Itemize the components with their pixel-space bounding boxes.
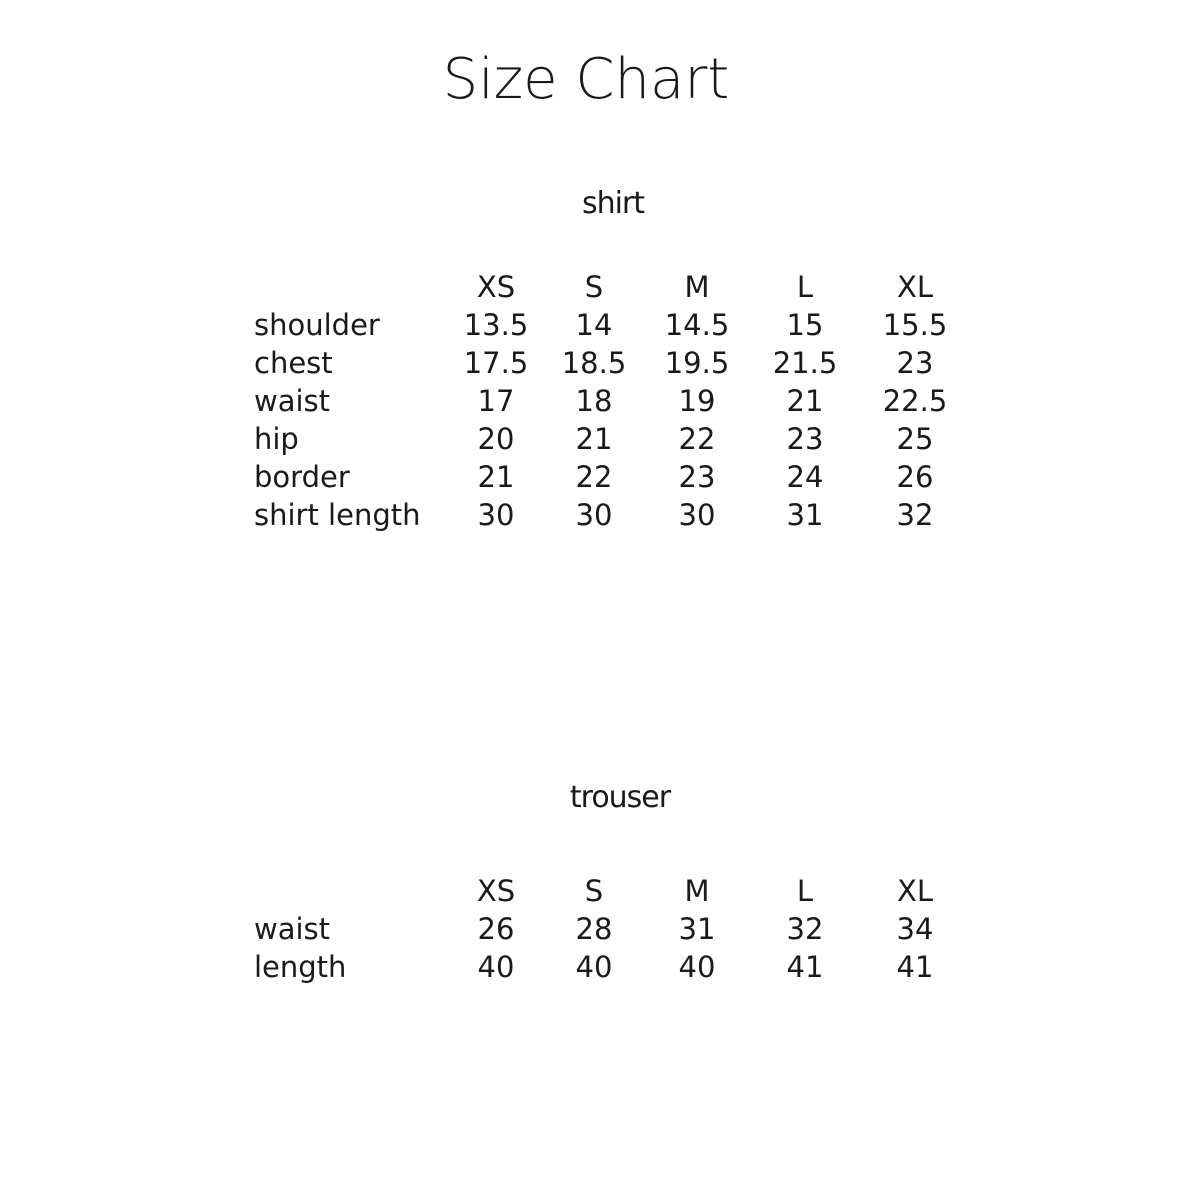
table-cell: 14 — [575, 308, 613, 342]
shirt-size-xs: XS — [476, 270, 516, 304]
trouser-size-table — [254, 872, 978, 986]
row-label: waist — [254, 384, 331, 418]
table-cell: 23 — [896, 346, 934, 380]
trouser-section-title: trouser — [569, 780, 671, 815]
table-cell: 22.5 — [882, 384, 948, 418]
table-row — [254, 382, 978, 420]
table-cell: 40 — [575, 950, 613, 984]
table-cell: 25 — [896, 422, 934, 456]
row-label: shirt length — [254, 498, 421, 532]
table-cell: 13.5 — [463, 308, 529, 342]
table-cell: 19.5 — [664, 346, 730, 380]
table-row — [254, 910, 978, 948]
trouser-size-header-row — [254, 872, 978, 910]
table-row — [254, 496, 978, 534]
trouser-size-xs: XS — [476, 874, 516, 908]
table-cell: 32 — [896, 498, 934, 532]
table-cell: 28 — [575, 912, 613, 946]
table-cell: 40 — [477, 950, 515, 984]
table-cell: 41 — [786, 950, 824, 984]
table-cell: 21 — [786, 384, 824, 418]
table-row — [254, 420, 978, 458]
table-cell: 17 — [477, 384, 515, 418]
table-cell: 24 — [786, 460, 824, 494]
page-title: Size Chart — [442, 47, 730, 112]
table-cell: 21.5 — [772, 346, 838, 380]
table-cell: 21 — [477, 460, 515, 494]
row-label: hip — [254, 422, 299, 456]
table-row — [254, 344, 978, 382]
table-row — [254, 948, 978, 986]
table-cell: 23 — [786, 422, 824, 456]
table-cell: 22 — [678, 422, 716, 456]
table-cell: 26 — [896, 460, 934, 494]
shirt-size-table — [254, 268, 978, 534]
table-cell: 18.5 — [561, 346, 627, 380]
table-cell: 18 — [575, 384, 613, 418]
table-cell: 31 — [678, 912, 716, 946]
table-cell: 32 — [786, 912, 824, 946]
shirt-size-xl: XL — [896, 270, 934, 304]
row-label: border — [254, 460, 350, 494]
table-cell: 31 — [786, 498, 824, 532]
trouser-size-l: L — [796, 874, 814, 908]
table-cell: 30 — [575, 498, 613, 532]
shirt-header-blank — [254, 268, 440, 306]
trouser-size-s: S — [584, 874, 604, 908]
shirt-size-s: S — [584, 270, 604, 304]
table-cell: 14.5 — [664, 308, 730, 342]
row-label: waist — [254, 912, 331, 946]
table-cell: 40 — [678, 950, 716, 984]
table-cell: 34 — [896, 912, 934, 946]
table-row — [254, 306, 978, 344]
row-label: shoulder — [254, 308, 380, 342]
shirt-size-l: L — [796, 270, 814, 304]
table-cell: 15 — [786, 308, 824, 342]
table-cell: 22 — [575, 460, 613, 494]
trouser-size-m: M — [684, 874, 710, 908]
table-row — [254, 458, 978, 496]
shirt-size-header-row — [254, 268, 978, 306]
table-cell: 23 — [678, 460, 716, 494]
table-cell: 20 — [477, 422, 515, 456]
table-cell: 19 — [678, 384, 716, 418]
table-cell: 21 — [575, 422, 613, 456]
shirt-size-m: M — [684, 270, 710, 304]
table-cell: 17.5 — [463, 346, 529, 380]
shirt-section-title: shirt — [581, 186, 645, 221]
row-label: length — [254, 950, 347, 984]
trouser-size-xl: XL — [896, 874, 934, 908]
table-cell: 26 — [477, 912, 515, 946]
table-cell: 30 — [678, 498, 716, 532]
trouser-header-blank — [254, 872, 440, 910]
table-cell: 41 — [896, 950, 934, 984]
table-cell: 15.5 — [882, 308, 948, 342]
table-cell: 30 — [477, 498, 515, 532]
row-label: chest — [254, 346, 333, 380]
